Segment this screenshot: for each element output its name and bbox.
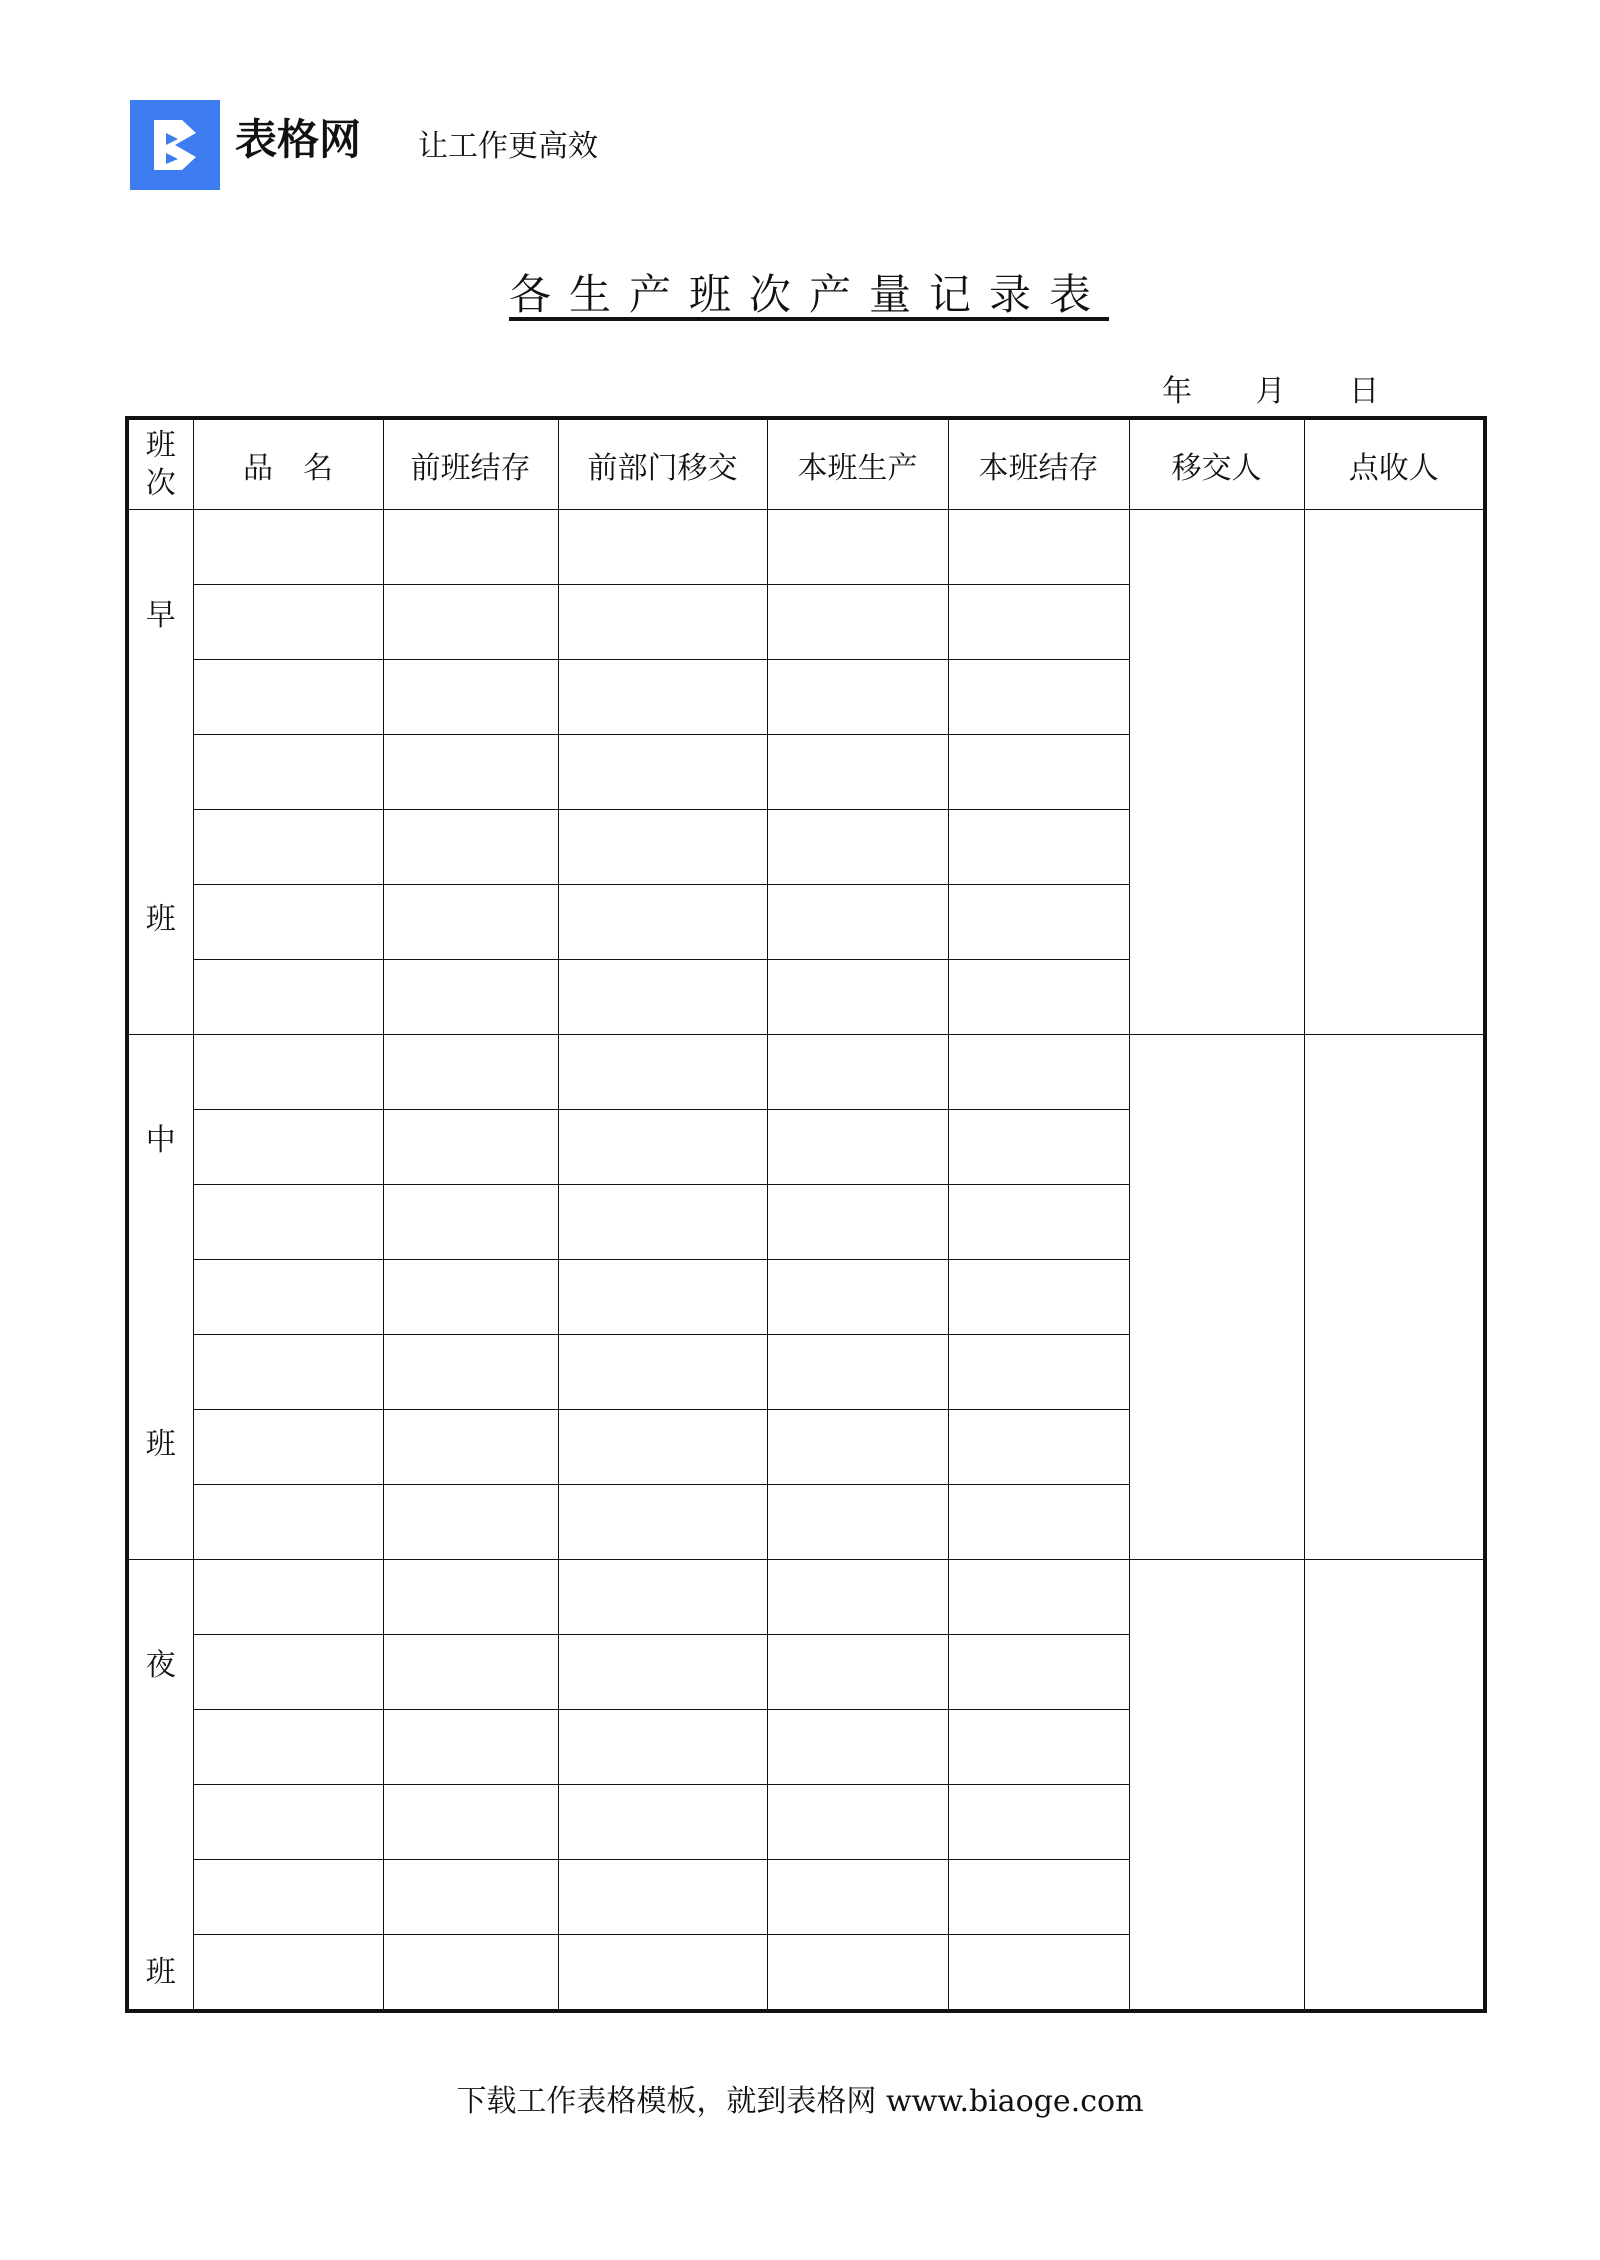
cell-stock[interactable] xyxy=(948,585,1129,660)
header-prev-stock: 前班结存 xyxy=(383,418,558,510)
cell-prev-dept[interactable] xyxy=(558,585,767,660)
cell-stock[interactable] xyxy=(948,1635,1129,1710)
cell-produced[interactable] xyxy=(767,885,948,960)
cell-prev-stock[interactable] xyxy=(383,1035,558,1110)
cell-prev-dept[interactable] xyxy=(558,1410,767,1485)
cell-prev-stock[interactable] xyxy=(383,885,558,960)
cell-produced[interactable] xyxy=(767,1560,948,1635)
header-stock: 本班结存 xyxy=(948,418,1129,510)
cell-handover-middle[interactable] xyxy=(1129,1035,1304,1560)
cell-stock[interactable] xyxy=(948,1410,1129,1485)
cell-prev-stock[interactable] xyxy=(383,585,558,660)
cell-prev-dept[interactable] xyxy=(558,510,767,585)
cell-produced[interactable] xyxy=(767,1710,948,1785)
cell-product[interactable] xyxy=(193,1935,383,2012)
cell-prev-stock[interactable] xyxy=(383,1860,558,1935)
cell-product[interactable] xyxy=(193,510,383,585)
cell-product[interactable] xyxy=(193,1710,383,1785)
cell-produced[interactable] xyxy=(767,1335,948,1410)
cell-stock[interactable] xyxy=(948,885,1129,960)
cell-stock[interactable] xyxy=(948,1035,1129,1110)
cell-prev-dept[interactable] xyxy=(558,1785,767,1860)
cell-produced[interactable] xyxy=(767,1185,948,1260)
date-line xyxy=(1162,372,1379,412)
cell-prev-dept[interactable] xyxy=(558,1935,767,2012)
brand-name: 表格网 xyxy=(235,115,362,164)
cell-handover-night[interactable] xyxy=(1129,1560,1304,2012)
cell-prev-stock[interactable] xyxy=(383,1260,558,1335)
cell-stock[interactable] xyxy=(948,1335,1129,1410)
cell-receiver-middle[interactable] xyxy=(1304,1035,1485,1560)
cell-product[interactable] xyxy=(193,1860,383,1935)
cell-stock[interactable] xyxy=(948,735,1129,810)
cell-prev-stock[interactable] xyxy=(383,960,558,1035)
cell-prev-dept[interactable] xyxy=(558,1485,767,1560)
cell-prev-stock[interactable] xyxy=(383,1335,558,1410)
cell-product[interactable] xyxy=(193,1335,383,1410)
cell-product[interactable] xyxy=(193,1185,383,1260)
cell-prev-stock[interactable] xyxy=(383,1410,558,1485)
cell-prev-dept[interactable] xyxy=(558,960,767,1035)
page-title: 各生产班次产量记录表 xyxy=(508,270,1109,319)
cell-product[interactable] xyxy=(193,1260,383,1335)
cell-stock[interactable] xyxy=(948,1185,1129,1260)
cell-stock[interactable] xyxy=(948,1110,1129,1185)
cell-prev-dept[interactable] xyxy=(558,1035,767,1110)
cell-prev-stock[interactable] xyxy=(383,735,558,810)
cell-produced[interactable] xyxy=(767,1110,948,1185)
header-prev-dept: 前部门移交 xyxy=(558,418,767,510)
cell-product[interactable] xyxy=(193,660,383,735)
cell-produced[interactable] xyxy=(767,735,948,810)
cell-produced[interactable] xyxy=(767,660,948,735)
cell-produced[interactable] xyxy=(767,1785,948,1860)
cell-product[interactable] xyxy=(193,1635,383,1710)
header-row xyxy=(127,418,1485,510)
cell-handover-morning[interactable] xyxy=(1129,510,1304,1035)
cell-stock[interactable] xyxy=(948,1560,1129,1635)
cell-product[interactable] xyxy=(193,1485,383,1560)
date-day: 日 xyxy=(1349,374,1380,409)
cell-produced[interactable] xyxy=(767,1485,948,1560)
cell-prev-stock[interactable] xyxy=(383,510,558,585)
page-title-container xyxy=(0,262,1600,322)
shift-night: 夜 班 xyxy=(127,1560,193,2012)
cell-prev-stock[interactable] xyxy=(383,1785,558,1860)
cell-product[interactable] xyxy=(193,810,383,885)
cell-prev-stock[interactable] xyxy=(383,810,558,885)
cell-produced[interactable] xyxy=(767,1035,948,1110)
cell-stock[interactable] xyxy=(948,960,1129,1035)
cell-stock[interactable] xyxy=(948,1935,1129,2012)
cell-stock[interactable] xyxy=(948,810,1129,885)
cell-produced[interactable] xyxy=(767,1635,948,1710)
date-year: 年 xyxy=(1162,374,1192,409)
shift-middle: 中 班 xyxy=(127,1035,193,1560)
cell-stock[interactable] xyxy=(948,1260,1129,1335)
cell-product[interactable] xyxy=(193,1110,383,1185)
cell-prev-dept[interactable] xyxy=(558,1635,767,1710)
cell-product[interactable] xyxy=(193,585,383,660)
cell-product[interactable] xyxy=(193,735,383,810)
header-product: 品 名 xyxy=(193,418,383,510)
cell-prev-dept[interactable] xyxy=(558,885,767,960)
cell-stock[interactable] xyxy=(948,1785,1129,1860)
cell-product[interactable] xyxy=(193,1560,383,1635)
cell-stock[interactable] xyxy=(948,1485,1129,1560)
table-row xyxy=(127,510,1485,585)
cell-prev-stock[interactable] xyxy=(383,1635,558,1710)
cell-stock[interactable] xyxy=(948,1710,1129,1785)
cell-produced[interactable] xyxy=(767,510,948,585)
cell-product[interactable] xyxy=(193,960,383,1035)
brand-slogan: 让工作更高效 xyxy=(418,129,598,164)
table-row xyxy=(127,1035,1485,1110)
cell-prev-dept[interactable] xyxy=(558,1185,767,1260)
footer-text: 下载工作表格模板，就到表格网 www.biaoge.com xyxy=(456,2084,1144,2119)
cell-prev-dept[interactable] xyxy=(558,660,767,735)
cell-product[interactable] xyxy=(193,1785,383,1860)
cell-stock[interactable] xyxy=(948,510,1129,585)
cell-product[interactable] xyxy=(193,1410,383,1485)
cell-prev-stock[interactable] xyxy=(383,1560,558,1635)
cell-stock[interactable] xyxy=(948,1860,1129,1935)
cell-prev-stock[interactable] xyxy=(383,660,558,735)
production-record-table xyxy=(125,416,1487,2013)
cell-produced[interactable] xyxy=(767,960,948,1035)
cell-receiver-morning[interactable] xyxy=(1304,510,1485,1035)
cell-prev-dept[interactable] xyxy=(558,810,767,885)
cell-receiver-night[interactable] xyxy=(1304,1560,1485,2012)
cell-produced[interactable] xyxy=(767,810,948,885)
cell-prev-dept[interactable] xyxy=(558,1335,767,1410)
cell-produced[interactable] xyxy=(767,585,948,660)
table-row xyxy=(127,1560,1485,1635)
cell-produced[interactable] xyxy=(767,1410,948,1485)
cell-prev-stock[interactable] xyxy=(383,1485,558,1560)
cell-prev-dept[interactable] xyxy=(558,1260,767,1335)
cell-prev-stock[interactable] xyxy=(383,1110,558,1185)
cell-stock[interactable] xyxy=(948,660,1129,735)
cell-prev-dept[interactable] xyxy=(558,1710,767,1785)
cell-produced[interactable] xyxy=(767,1260,948,1335)
cell-prev-stock[interactable] xyxy=(383,1935,558,2012)
date-month: 月 xyxy=(1255,374,1286,409)
header-receiver: 点收人 xyxy=(1304,418,1485,510)
header-handover: 移交人 xyxy=(1129,418,1304,510)
cell-prev-dept[interactable] xyxy=(558,1560,767,1635)
biaoge-logo-icon xyxy=(130,100,220,190)
shift-morning: 早 班 xyxy=(127,510,193,1035)
cell-produced[interactable] xyxy=(767,1935,948,2012)
cell-prev-dept[interactable] xyxy=(558,735,767,810)
cell-prev-stock[interactable] xyxy=(383,1185,558,1260)
header-produced: 本班生产 xyxy=(767,418,948,510)
cell-product[interactable] xyxy=(193,1035,383,1110)
cell-prev-dept[interactable] xyxy=(558,1110,767,1185)
cell-prev-dept[interactable] xyxy=(558,1860,767,1935)
header-shift: 班 次 xyxy=(127,418,193,510)
cell-produced[interactable] xyxy=(767,1860,948,1935)
cell-prev-stock[interactable] xyxy=(383,1710,558,1785)
cell-product[interactable] xyxy=(193,885,383,960)
